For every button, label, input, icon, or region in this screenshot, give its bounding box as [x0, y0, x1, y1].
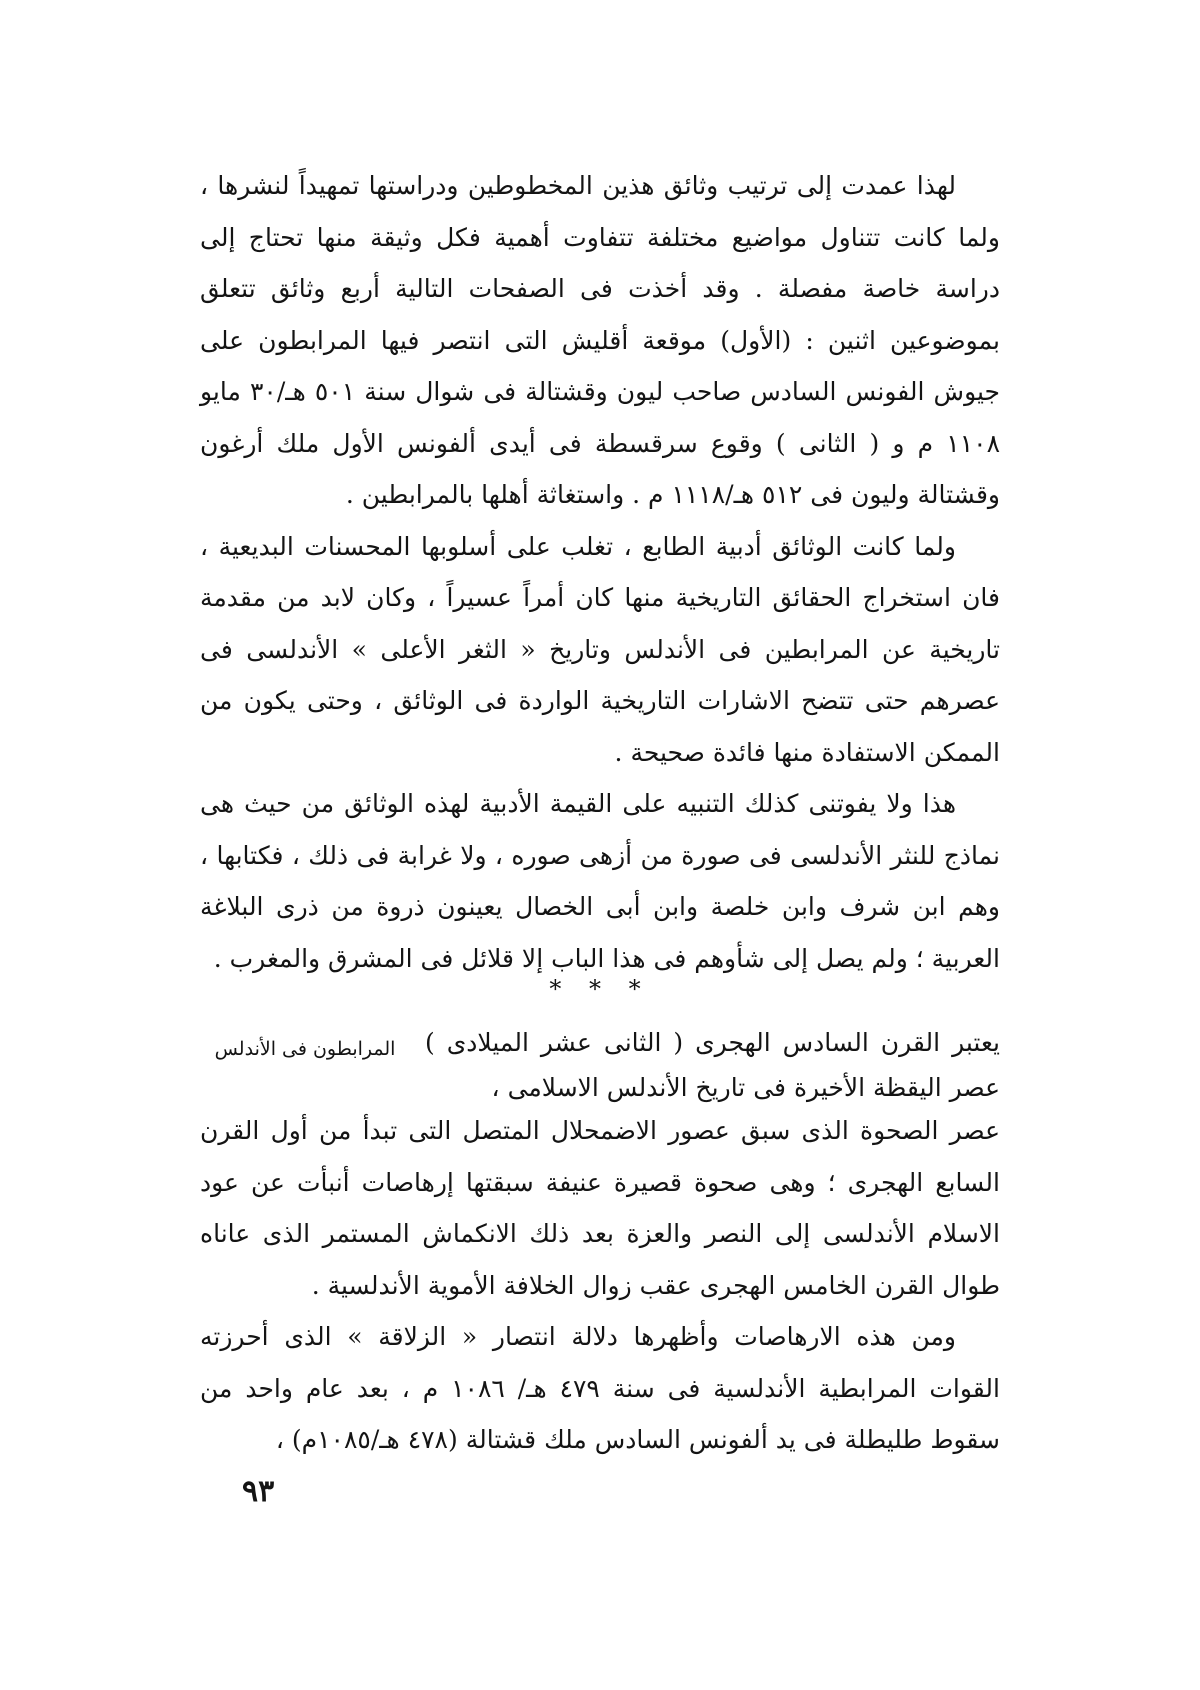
paragraph-documents-plan: لهذا عمدت إلى ترتيب وثائق هذين المخطوطين ودراستها تمهيداً لنشرها ، ولما كانت تتناول مواضيع مختلفة تتفاوت أهمية فكل وثيقة منها تحتاج إلى دراسة خاصة مفصلة . وقد أخذت فى الصفحات التالية أربع وثائق تتعلق بموضوعين اثنين : (الأول) موقعة أقليش التى انتصر فيها المرابطون على جيوش الفونس السادس صاحب ليون وقشتالة فى شوال سنة ٥٠١ هـ/٣٠ مايو ١١٠٨ م و ( الثانى ) وقوع سرقسطة فى أيدى ألفونس الأول ملك أرغون وقشتالة وليون فى ٥١٢ هـ/١١١٨ م . واستغاثة أهلها بالمرابطين .: [200, 171, 1000, 509]
section-text-block: [200, 1105, 1000, 1466]
side-heading: المرابطون فى الأندلس: [214, 1038, 396, 1060]
paragraph-awakening-era: عصر الصحوة الذى سبق عصور الاضمحلال المتصل التى تبدأ من أول القرن السابع الهجرى ؛ وهى صحوة قصيرة عنيفة سبقتها إرهاصات أنبأت عن عود الاسلام الأندلسى إلى النصر والعزة بعد ذلك الانكماش المستمر الذى عاناه طوال القرن الخامس الهجرى عقب زوال الخلافة الأموية الأندلسية .: [200, 1116, 1000, 1300]
page-number: ٩٣: [242, 1474, 275, 1509]
intro-text-block: [200, 160, 1000, 984]
paragraph-literary-nature: ولما كانت الوثائق أدبية الطابع ، تغلب على أسلوبها المحسنات البديعية ، فان استخراج الحقائق التاريخية منها كان أمراً عسيراً ، وكان لابد من مقدمة تاريخية عن المرابطين فى الأندلس وتاريخ « الثغر الأعلى » الأندلسى فى عصرهم حتى تتضح الاشارات التاريخية الواردة فى الوثائق ، وحتى يكون من الممكن الاستفادة منها فائدة صحيحة .: [200, 531, 1000, 767]
paragraph-zallaqa-victory: ومن هذه الارهاصات وأظهرها دلالة انتصار « الزلاقة » الذى أحرزته القوات المرابطية الأندلسية فى سنة ٤٧٩ هـ/ ١٠٨٦ م ، بعد عام واحد من سقوط طليطلة فى يد ألفونس السادس ملك قشتالة (٤٧٨ هـ/١٠٨٥م) ،: [200, 1322, 1000, 1454]
section-header-row: [200, 1020, 1000, 1110]
paragraph-literary-value: هذا ولا يفوتنى كذلك التنبيه على القيمة الأدبية لهذه الوثائق من حيث هى نماذج للنثر الأندلسى فى صورة من أزهى صوره ، ولا غرابة فى ذلك ، فكتابها ، وهم ابن شرف وابن خلصة وابن أبى الخصال يعينون ذروة من ذرى البلاغة العربية ؛ ولم يصل إلى شأوهم فى هذا الباب إلا قلائل فى المشرق والمغرب .: [200, 789, 1000, 973]
section-intro-text: يعتبر القرن السادس الهجرى ( الثانى عشر الميلادى ) عصر اليقظة الأخيرة فى تاريخ الأندلس الاسلامى ،: [425, 1028, 1000, 1102]
section-separator: * * *: [549, 975, 651, 1003]
